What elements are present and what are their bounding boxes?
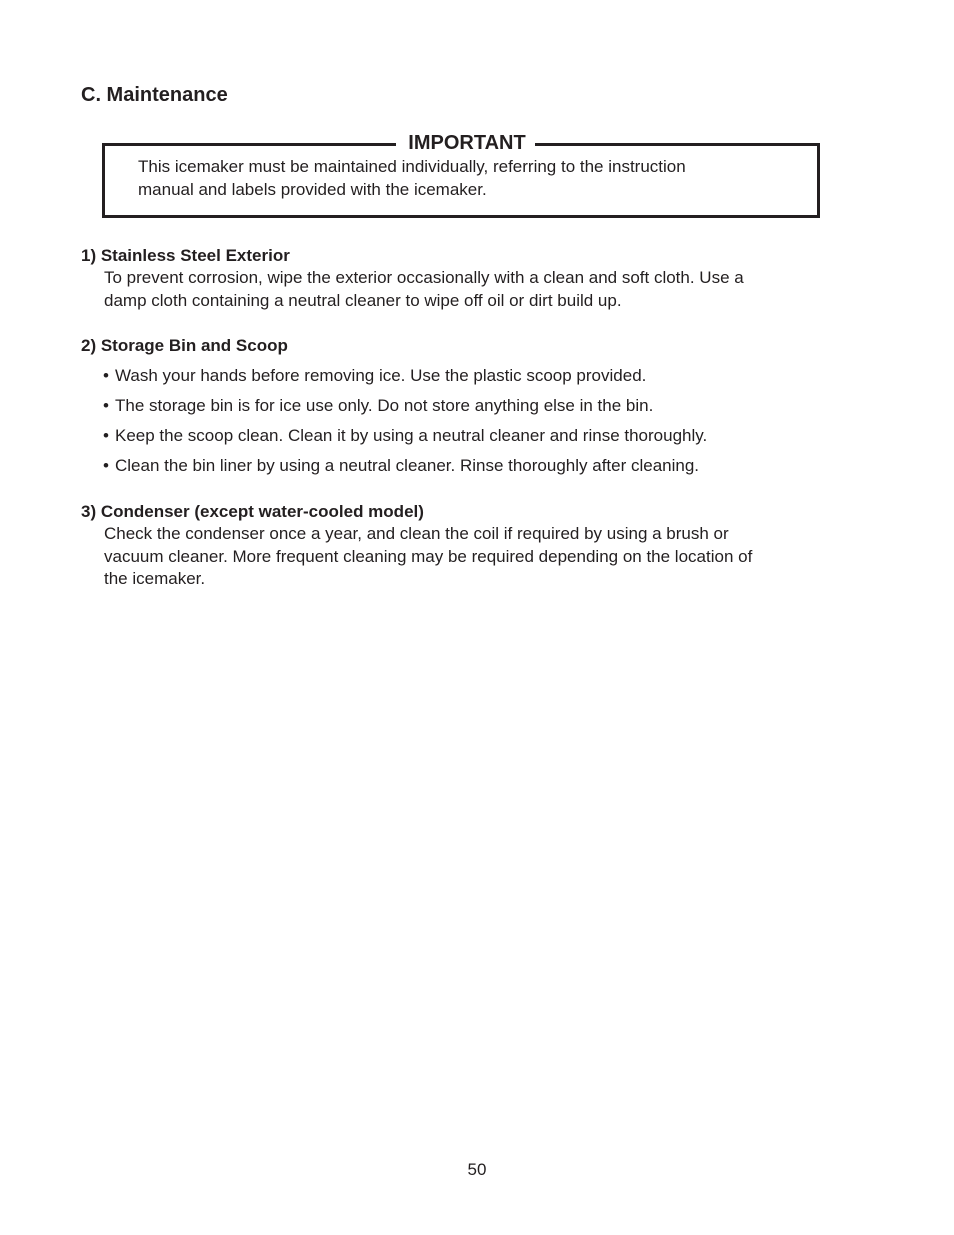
item-body <box>104 523 826 591</box>
list-item <box>103 365 826 387</box>
item-body-line: damp cloth containing a neutral cleaner to wipe off oil or dirt build up. <box>104 290 622 310</box>
item-body-line: Check the condenser once a year, and clean the coil if required by using a brush or <box>104 524 729 543</box>
bullet-glyph: • <box>103 426 109 445</box>
list-item <box>103 455 826 477</box>
maintenance-item-stainless-steel <box>81 245 826 312</box>
list-item-text: Keep the scoop clean. Clean it by using a neutral cleaner and rinse thoroughly. <box>115 426 708 445</box>
list-item-text: Wash your hands before removing ice. Use the plastic scoop provided. <box>115 366 647 385</box>
item-body-line: vacuum cleaner. More frequent cleaning may be required depending on the location of <box>104 546 753 566</box>
bullet-glyph: • <box>103 456 109 475</box>
important-text-line: manual and labels provided with the icemaker. <box>138 179 487 199</box>
important-label: IMPORTANT <box>408 132 526 154</box>
list-item <box>103 395 826 417</box>
box-top-border-right <box>535 143 820 146</box>
item-body <box>104 267 826 312</box>
item-heading: 2) Storage Bin and Scoop <box>81 336 288 355</box>
page-number: 50 <box>467 1160 487 1179</box>
list-item-text: Clean the bin liner by using a neutral cleaner. Rinse thoroughly after cleaning. <box>115 456 700 475</box>
maintenance-item-storage-bin <box>81 335 826 485</box>
important-text-line: This icemaker must be maintained individually, referring to the instruction <box>138 157 686 176</box>
important-notice-box <box>102 132 820 218</box>
list-item-text: The storage bin is for ice use only. Do not store anything else in the bin. <box>115 396 654 415</box>
bullet-glyph: • <box>103 366 109 385</box>
important-text <box>138 156 798 201</box>
item-heading: 3) Condenser (except water-cooled model) <box>81 502 424 521</box>
box-top-border-left <box>102 143 396 146</box>
list-item <box>103 425 826 447</box>
section-title: C. Maintenance <box>81 84 228 106</box>
bullet-list <box>103 365 826 477</box>
item-heading: 1) Stainless Steel Exterior <box>81 246 290 265</box>
bullet-glyph: • <box>103 396 109 415</box>
item-body-line: To prevent corrosion, wipe the exterior occasionally with a clean and soft cloth. Use a <box>104 268 744 287</box>
item-body-line: the icemaker. <box>104 569 206 588</box>
maintenance-item-condenser <box>81 501 826 591</box>
